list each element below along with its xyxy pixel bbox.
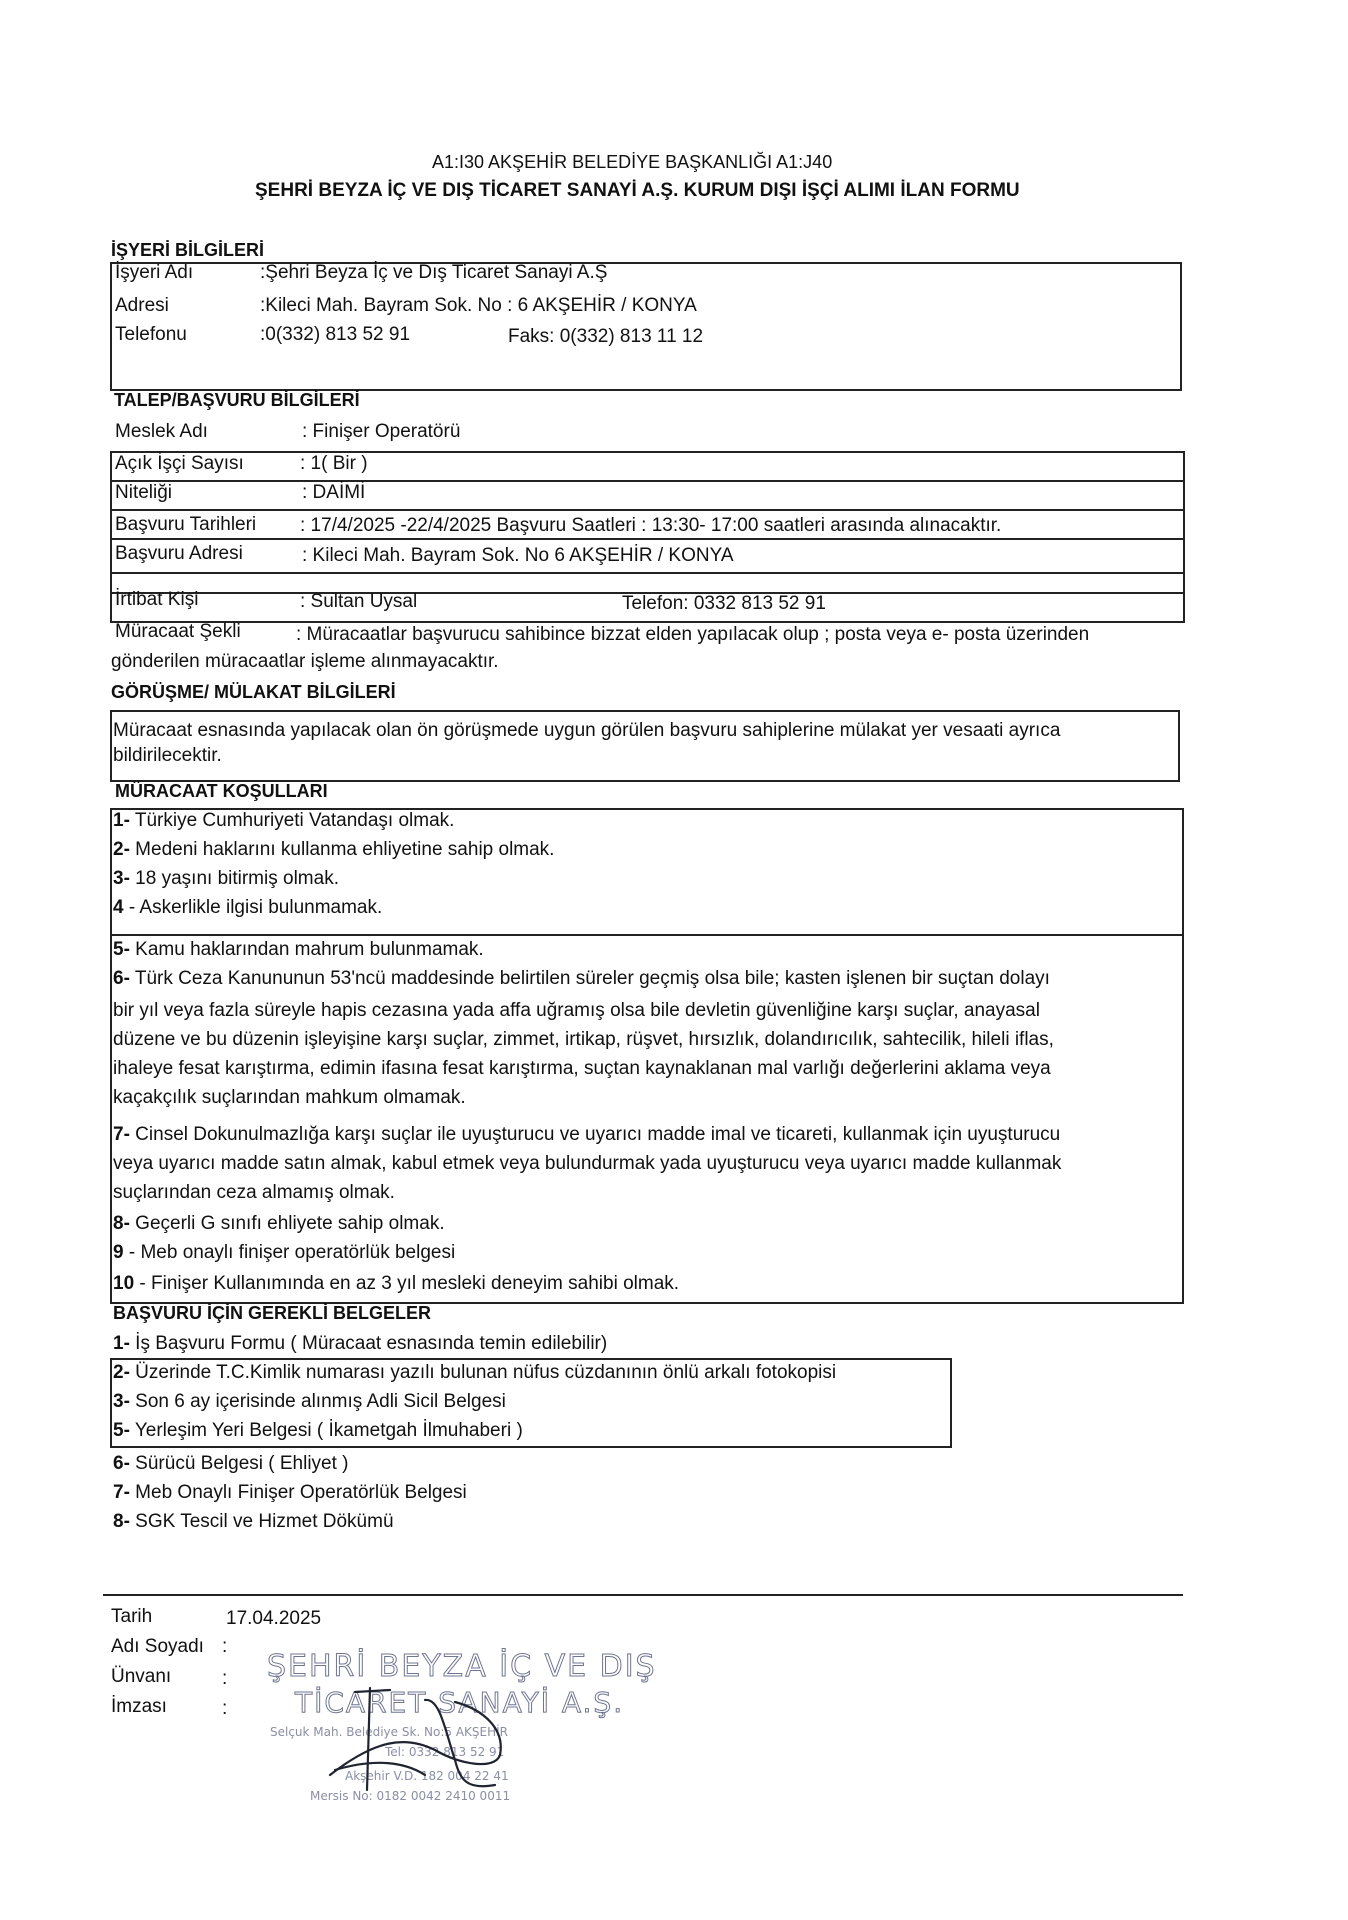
stamp-line-5: Akşehir V.D. 182 004 22 41 [345,1769,509,1783]
talep-label-adres: Başvuru Adresi [115,543,243,564]
talep-label-niteligi: Niteliği [115,482,173,503]
kosul-item-5: 5- Kamu haklarından mahrum bulunmamak. [113,939,484,960]
belge-item-8: 8- SGK Tescil ve Hizmet Dökümü [113,1511,394,1532]
kosullar-right-border [1182,936,1184,1302]
talep-row-divider [110,572,1185,574]
kosullar-left-border [110,936,112,1302]
kosul-item-7: 7- Cinsel Dokunulmazlığa karşı suçlar ile uyuşturucu ve uyarıcı madde imal ve ticareti, kullanmak için uyuşturucu [113,1124,1061,1145]
talep-value-irtibat: : Sultan Uysal [300,591,418,612]
belge-item-3: 3- Son 6 ay içerisinde alınmış Adli Sicil Belgesi [113,1391,506,1412]
talep-row-divider [110,509,1185,511]
kosul-item-6-line-5: kaçakçılık suçlarından mahkum olmamak. [113,1087,466,1108]
isyeri-value-adi: :Şehri Beyza İç ve Dış Ticaret Sanayi A.Ş [260,262,608,283]
unvan-colon: : [222,1668,228,1689]
imza-colon: : [222,1698,228,1719]
isyeri-section-title: İŞYERİ BİLGİLERİ [111,240,265,260]
tarih-value: 17.04.2025 [226,1608,322,1629]
tarih-label: Tarih [111,1606,153,1627]
isyeri-value-adres: :Kileci Mah. Bayram Sok. No : 6 AKŞEHİR / KONYA [260,295,697,316]
isyeri-label-telefon: Telefonu [115,324,187,345]
isyeri-label-adres: Adresi [115,295,169,316]
talep-section-title: TALEP/BAŞVURU BİLGİLERİ [114,390,360,410]
belge-item-7: 7- Meb Onaylı Finişer Operatörlük Belgesi [113,1482,467,1503]
unvan-label: Ünvanı [111,1666,172,1687]
isyeri-label-adi: İşyeri Adı [115,262,194,283]
kosul-item-6: 6- Türk Ceza Kanununun 53'ncü maddesinde belirtilen süreler geçmiş olsa bile; kasten işlenen bir suçtan dolayı [113,968,1050,989]
gorusme-section-title: GÖRÜŞME/ MÜLAKAT BİLGİLERİ [111,682,396,702]
kosul-item-3: 3- 18 yaşını bitirmiş olmak. [113,868,339,889]
kosul-item-6-line-3: düzene ve bu düzenin işleyişine karşı suçlar, zimmet, irtikap, rüşvet, hırsızlık, dolandırıcılık, sahtecilik, hileli iflas, [113,1029,1054,1050]
talep-label-irtibat: İrtibat Kişi [115,589,199,610]
kosul-item-9: 9 - Meb onaylı finişer operatörlük belgesi [113,1242,456,1263]
company-stamp [255,1640,675,1830]
kosul-item-2: 2- Medeni haklarını kullanma ehliyetine sahip olmak. [113,839,555,860]
footer-divider [103,1594,1183,1596]
muracaat-line-2: gönderilen müracaatlar işleme alınmayacaktır. [111,651,499,672]
header-line-1: A1:I30 AKŞEHİR BELEDİYE BAŞKANLIĞI A1:J40 [432,152,833,172]
belge-item-1: 1- İş Başvuru Formu ( Müracaat esnasında temin edilebilir) [113,1333,608,1354]
isyeri-value-faks: Faks: 0(332) 813 11 12 [508,326,704,347]
talep-label-tarihler: Başvuru Tarihleri [115,514,257,535]
gorusme-line-1: Müracaat esnasında yapılacak olan ön görüşmede uygun görülen başvuru sahiplerine mülakat yer vesaati ayrıca [113,720,1061,741]
kosul-item-10: 10 - Finişer Kullanımında en az 3 yıl mesleki deneyim sahibi olmak. [113,1273,680,1294]
stamp-line-4: Tel: 0332 813 52 91 [385,1745,505,1759]
stamp-line-6: Mersis No: 0182 0042 2410 0011 [310,1789,511,1803]
talep-value-niteligi: : DAİMİ [302,482,366,503]
kosul-item-6-line-4: ihaleye fesat karıştırma, edimin ifasına fesat karıştırma, suçtan kaynaklanan mal varlığı değerlerini aklama veya [113,1058,1051,1079]
adsoyad-colon: : [222,1636,228,1657]
belge-item-2: 2- Üzerinde T.C.Kimlik numarası yazılı bulunan nüfus cüzdanının önlü arkalı fotokopisi [113,1362,837,1383]
talep-label-meslek: Meslek Adı [115,421,208,442]
adsoyad-label: Adı Soyadı [111,1636,204,1657]
kosul-item-7-line-2: veya uyarıcı madde satın almak, kabul etmek veya bulundurmak yada uyuşturucu veya uyarıcı madde kullanmak [113,1153,1062,1174]
stamp-line-1: ŞEHRİ BEYZA İÇ VE DIŞ [267,1649,657,1684]
imza-label: İmzası [111,1696,167,1717]
talep-row-divider [110,538,1185,540]
kosul-item-8: 8- Geçerli G sınıfı ehliyete sahip olmak. [113,1213,445,1234]
talep-value-tarihler: : 17/4/2025 -22/4/2025 Başvuru Saatleri : 13:30- 17:00 saatleri arasında alınacaktır. [300,515,1002,536]
stamp-line-2: TİCARET SANAYİ A.Ş. [295,1686,625,1719]
belge-item-6: 6- Sürücü Belgesi ( Ehliyet ) [113,1453,349,1474]
muracaat-label: Müracaat Şekli [115,621,241,642]
gorusme-line-2: bildirilecektir. [113,745,222,766]
talep-value-irtibat-telefon: Telefon: 0332 813 52 91 [622,593,826,614]
kosul-item-1: 1- Türkiye Cumhuriyeti Vatandaşı olmak. [113,810,455,831]
muracaat-line-1: : Müracaatlar başvurucu sahibince bizzat elden yapılacak olup ; posta veya e- posta üzerinden [296,624,1090,645]
stamp-line-3: Selçuk Mah. Belediye Sk. No:5 AKŞEHİR [270,1725,509,1739]
kosul-item-7-line-3: suçlarından ceza almamış olmak. [113,1182,395,1203]
talep-value-adres: : Kileci Mah. Bayram Sok. No 6 AKŞEHİR / KONYA [302,545,734,566]
talep-value-isci-sayisi: : 1( Bir ) [300,453,368,474]
belgeler-section-title: BAŞVURU İÇİN GEREKLİ BELGELER [113,1303,432,1323]
talep-label-isci-sayisi: Açık İşçi Sayısı [115,453,244,474]
isyeri-value-telefon: :0(332) 813 52 91 [260,324,411,345]
kosullar-section-title: MÜRACAAT KOŞULLARI [115,781,328,801]
talep-row-divider [110,480,1185,482]
header-line-2: ŞEHRİ BEYZA İÇ VE DIŞ TİCARET SANAYİ A.Ş. KURUM DIŞI İŞÇİ ALIMI İLAN FORMU [255,180,1020,201]
kosul-item-4: 4 - Askerlikle ilgisi bulunmamak. [113,897,383,918]
kosul-item-6-line-2: bir yıl veya fazla süreyle hapis cezasına yada affa uğramış olsa bile devletin güvenliğine karşı suçlar, anayasal [113,1000,1040,1021]
talep-value-meslek: : Finişer Operatörü [302,421,461,442]
belge-item-5: 5- Yerleşim Yeri Belgesi ( İkametgah İlmuhaberi ) [113,1420,523,1441]
